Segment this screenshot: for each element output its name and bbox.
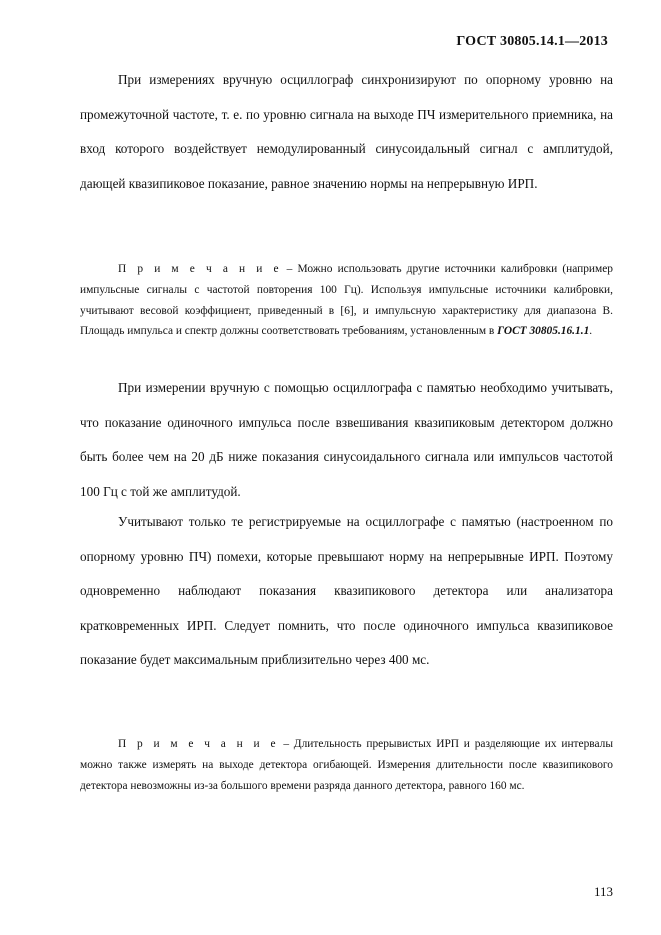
page-number: 113 (593, 884, 613, 899)
paragraph-memory-oscilloscope: При измерении вручную с помощью осциллографа с памятью необходимо учитывать, что показание одиночного импульса после взвешивания квазипиковым детектором должно быть более чем на 20 дБ ниже показания синусоидального сигнала или импульсов частотой 100 Гц с той же амплитудой. (80, 380, 613, 499)
note-label: П р и м е ч а н и е (118, 263, 282, 275)
note-duration (80, 734, 613, 796)
note-calibration (80, 259, 613, 342)
standard-reference: ГОСТ 30805.16.1.1 (497, 325, 590, 338)
note-tail: . (589, 325, 593, 338)
document-header: ГОСТ 30805.14.1—2013 (456, 34, 608, 49)
paragraph-registered-interference: Учитывают только те регистрируемые на осциллографе с памятью (настроенном по опорному уровню ПЧ) помехи, которые превышают норму на непрерывные ИРП. Поэтому одновременно наблюдают показания квазипикового детектора или анализатора кратковременных ИРП. Следует помнить, что после одиночного импульса квазипиковое показание будет максимальным приблизительно через 400 мс. (80, 514, 613, 667)
note-text: – Можно использовать другие источники калибровки (например импульсные сигналы с частотой повторения 100 Гц). Используя импульсные источники калибровки, учитывают весовой коэффициент, приведенный в [6], и импульсную характеристику для диапазона В. Площадь импульса и спектр должны соответствовать требованиям, установленным в (80, 263, 613, 338)
note-label: П р и м е ч а н и е (118, 738, 279, 750)
paragraph-manual-sync: При измерениях вручную осциллограф синхронизируют по опорному уровню на промежуточной частоте, т. е. по уровню сигнала на выходе ПЧ измерительного приемника, на вход которого воздействует немодулированный синусоидальный сигнал с амплитудой, дающей квазипиковое показание, равное значению нормы на непрерывную ИРП. (80, 72, 613, 191)
note-text: – Длительность прерывистых ИРП и разделяющие их интервалы можно также измерять на выходе детектора огибающей. Измерения длительности после квазипикового детектора невозможны из-за большого времени разряда данного детектора, равного 160 мс. (80, 738, 613, 792)
